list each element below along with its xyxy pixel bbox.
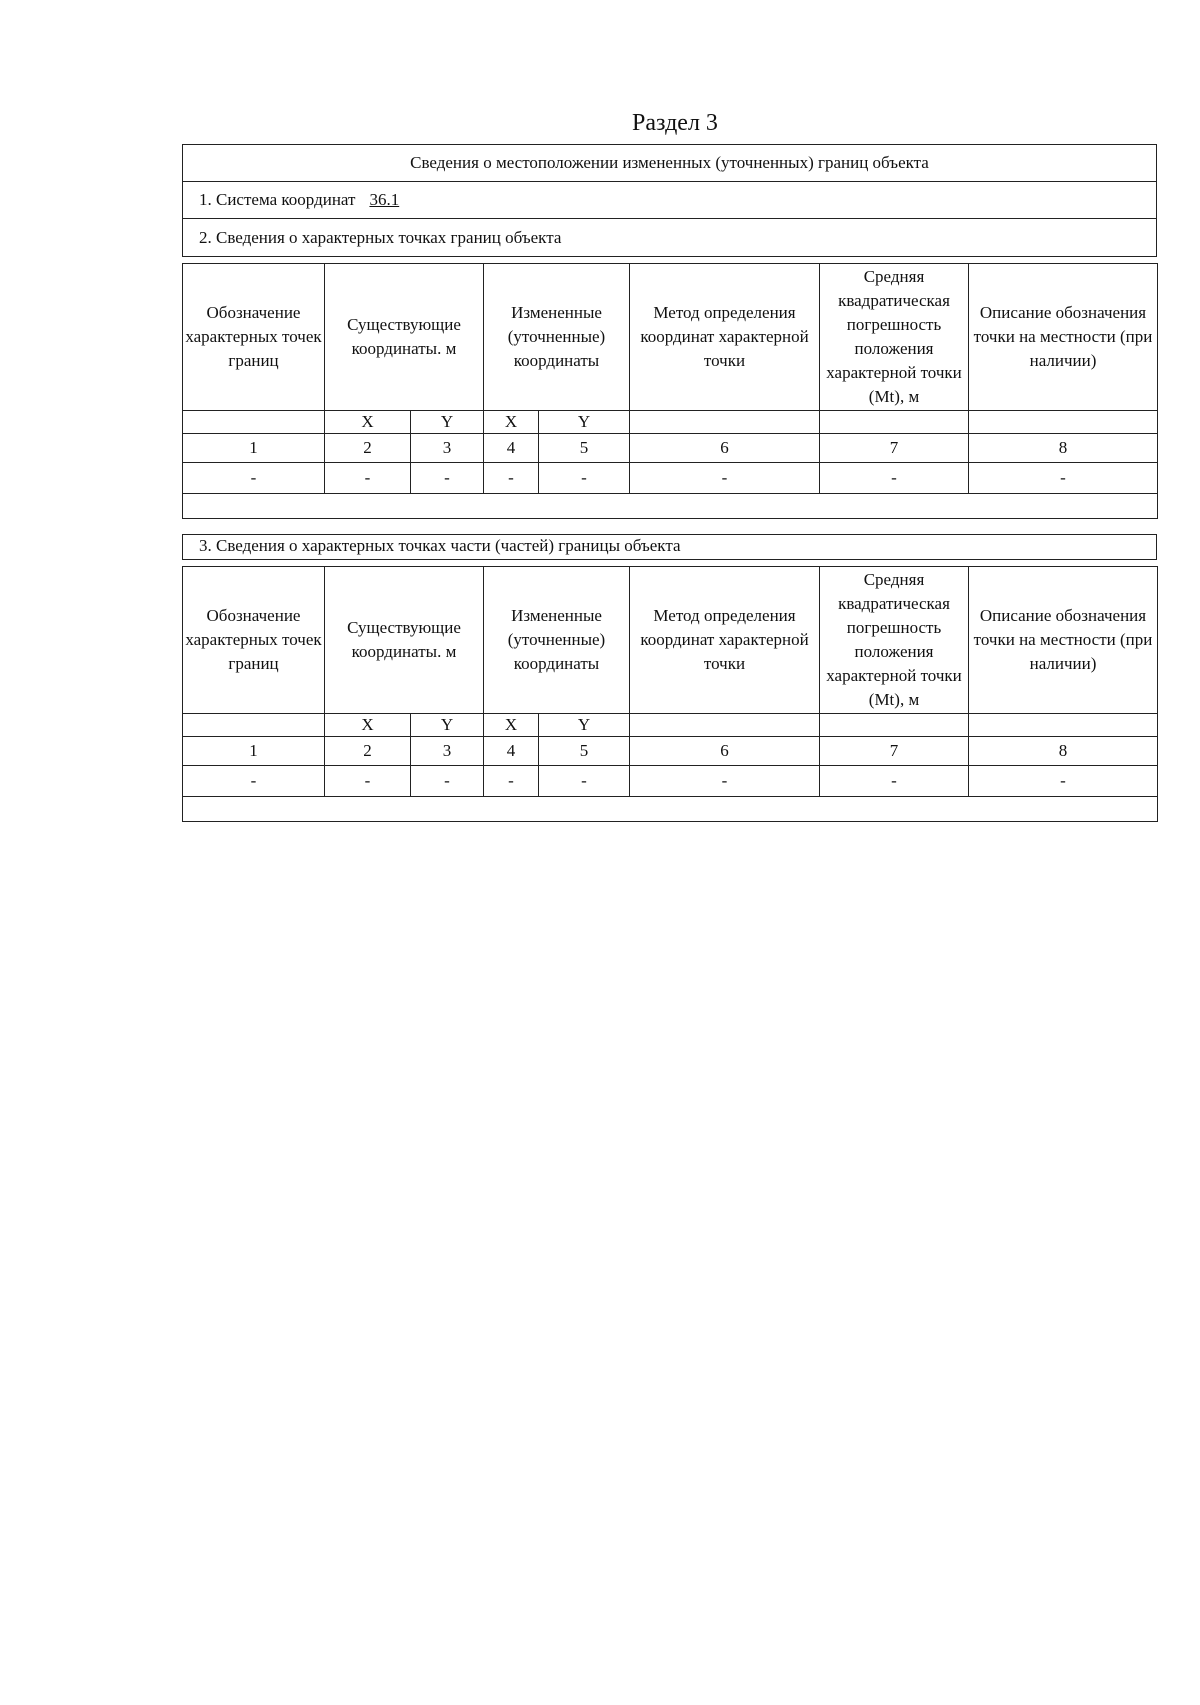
- column-number: 3: [411, 737, 484, 766]
- dash-cell: -: [411, 463, 484, 494]
- y-label: Y: [539, 714, 630, 737]
- col-header-existing-coords: Существующие координаты. м: [325, 264, 484, 411]
- xy-empty-cell: [183, 411, 325, 434]
- page-title: Раздел 3: [632, 110, 718, 136]
- section-header-box: [182, 144, 1157, 257]
- col-header-designation: Обозначение характерных точек границ: [183, 567, 325, 714]
- dash-cell: -: [325, 766, 411, 797]
- column-number: 3: [411, 434, 484, 463]
- xy-empty-cell: [183, 714, 325, 737]
- column-number: 7: [820, 434, 969, 463]
- xy-empty-cell: [820, 714, 969, 737]
- coordinate-system-row: [183, 182, 1156, 219]
- dash-cell: -: [183, 463, 325, 494]
- col-header-existing-coords: Существующие координаты. м: [325, 567, 484, 714]
- section3-title: 3. Сведения о характерных точках части (частей) границы объекта: [182, 534, 1157, 560]
- dash-cell: -: [539, 766, 630, 797]
- y-label: Y: [411, 411, 484, 434]
- dash-cell: -: [820, 463, 969, 494]
- column-number: 5: [539, 434, 630, 463]
- col-header-changed-coords: Измененные (уточненные) координаты: [484, 264, 630, 411]
- dash-cell: -: [969, 766, 1158, 797]
- col-header-designation: Обозначение характерных точек границ: [183, 264, 325, 411]
- col-header-description: Описание обозначения точки на местности (при наличии): [969, 567, 1158, 714]
- xy-empty-cell: [969, 411, 1158, 434]
- xy-empty-cell: [630, 411, 820, 434]
- xy-empty-cell: [969, 714, 1158, 737]
- dash-cell: -: [969, 463, 1158, 494]
- dash-cell: -: [411, 766, 484, 797]
- section2-title: 2. Сведения о характерных точках границ объекта: [199, 227, 562, 247]
- xy-empty-cell: [820, 411, 969, 434]
- dash-cell: -: [183, 766, 325, 797]
- column-number: 4: [484, 737, 539, 766]
- coordinate-system-label: 1. Система координат: [199, 190, 356, 209]
- col-header-method: Метод определения координат характерной точки: [630, 567, 820, 714]
- column-number: 8: [969, 434, 1158, 463]
- points-table-boundaries: [182, 263, 1158, 519]
- col-header-changed-coords: Измененные (уточненные) координаты: [484, 567, 630, 714]
- dash-cell: -: [630, 766, 820, 797]
- dash-cell: -: [820, 766, 969, 797]
- dash-cell: -: [325, 463, 411, 494]
- blank-row: [183, 494, 1158, 519]
- column-number: 6: [630, 737, 820, 766]
- dash-cell: -: [484, 463, 539, 494]
- xy-empty-cell: [630, 714, 820, 737]
- column-number: 7: [820, 737, 969, 766]
- header-caption: Сведения о местоположении измененных (уточненных) границ объекта: [183, 145, 1156, 182]
- col-header-error: Средняя квадратическая погрешность положения характерной точки (Mt), м: [820, 264, 969, 411]
- x-label: X: [325, 714, 411, 737]
- coordinate-system-value: 36.1: [369, 190, 400, 209]
- col-header-method: Метод определения координат характерной точки: [630, 264, 820, 411]
- x-label: X: [484, 411, 539, 434]
- column-number: 2: [325, 737, 411, 766]
- column-number: 4: [484, 434, 539, 463]
- x-label: X: [484, 714, 539, 737]
- dash-cell: -: [484, 766, 539, 797]
- y-label: Y: [411, 714, 484, 737]
- column-number: 5: [539, 737, 630, 766]
- column-number: 1: [183, 434, 325, 463]
- points-table-parts: [182, 566, 1158, 822]
- col-header-error: Средняя квадратическая погрешность положения характерной точки (Mt), м: [820, 567, 969, 714]
- dash-cell: -: [630, 463, 820, 494]
- column-number: 1: [183, 737, 325, 766]
- col-header-description: Описание обозначения точки на местности (при наличии): [969, 264, 1158, 411]
- dash-cell: -: [539, 463, 630, 494]
- y-label: Y: [539, 411, 630, 434]
- x-label: X: [325, 411, 411, 434]
- column-number: 6: [630, 434, 820, 463]
- blank-row: [183, 797, 1158, 822]
- column-number: 8: [969, 737, 1158, 766]
- column-number: 2: [325, 434, 411, 463]
